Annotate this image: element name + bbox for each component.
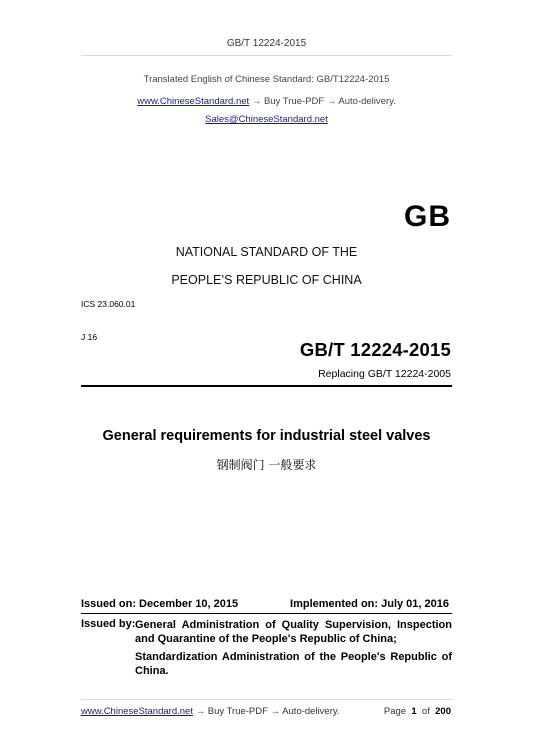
issuer-aqsiq: General Administration of Quality Supervision, Inspection and Quarantine of the People's Republic of China; bbox=[135, 619, 452, 645]
page-of: of bbox=[421, 706, 430, 717]
document-title-en: General requirements for industrial steel valves bbox=[102, 428, 431, 444]
email-link[interactable]: Sales@ChineseStandard.net bbox=[205, 114, 328, 125]
date-divider bbox=[81, 613, 452, 614]
gb-mark: GB bbox=[404, 200, 451, 233]
ccs-code: J 16 bbox=[81, 332, 98, 342]
issuer-sac: Standardization Administration of the People's Republic of China. bbox=[135, 651, 452, 677]
document-title-cn: 钢制阀门 一般要求 bbox=[216, 458, 317, 472]
national-standard-line1: NATIONAL STANDARD OF THE bbox=[175, 245, 358, 259]
promo-line: Translated English of Chinese Standard: GB/T12224-2015 bbox=[143, 74, 390, 85]
issued-on-date: Issued on: December 10, 2015 bbox=[81, 598, 239, 610]
email-line bbox=[0, 114, 533, 125]
website-link[interactable]: www.ChineseStandard.net bbox=[137, 96, 250, 107]
footer-buy-text: → Buy True-PDF → Auto-delivery. bbox=[192, 706, 340, 717]
replacing-standard: Replacing GB/T 12224-2005 bbox=[318, 368, 451, 380]
title-divider bbox=[81, 385, 452, 387]
page-total: 200 bbox=[435, 706, 451, 717]
standard-number: GB/T 12224-2015 bbox=[299, 339, 451, 360]
ics-code: ICS 23.060.01 bbox=[81, 299, 136, 309]
implemented-on-date: Implemented on: July 01, 2016 bbox=[290, 598, 449, 610]
issued-by-label: Issued by: bbox=[81, 618, 136, 630]
page-label: Page bbox=[383, 706, 407, 717]
page-indicator bbox=[384, 706, 451, 717]
page-current: 1 bbox=[411, 706, 417, 717]
footer-promo bbox=[81, 706, 340, 717]
running-header: GB/T 12224-2015 bbox=[226, 38, 307, 49]
footer-divider bbox=[81, 699, 452, 700]
promo-link-line bbox=[0, 96, 533, 107]
promo-buy-text: → Buy True-PDF → Auto-delivery. bbox=[249, 96, 396, 107]
header-divider bbox=[81, 55, 452, 56]
national-standard-line2: PEOPLE’S REPUBLIC OF CHINA bbox=[171, 273, 362, 287]
footer-website-link[interactable]: www.ChineseStandard.net bbox=[81, 706, 193, 717]
